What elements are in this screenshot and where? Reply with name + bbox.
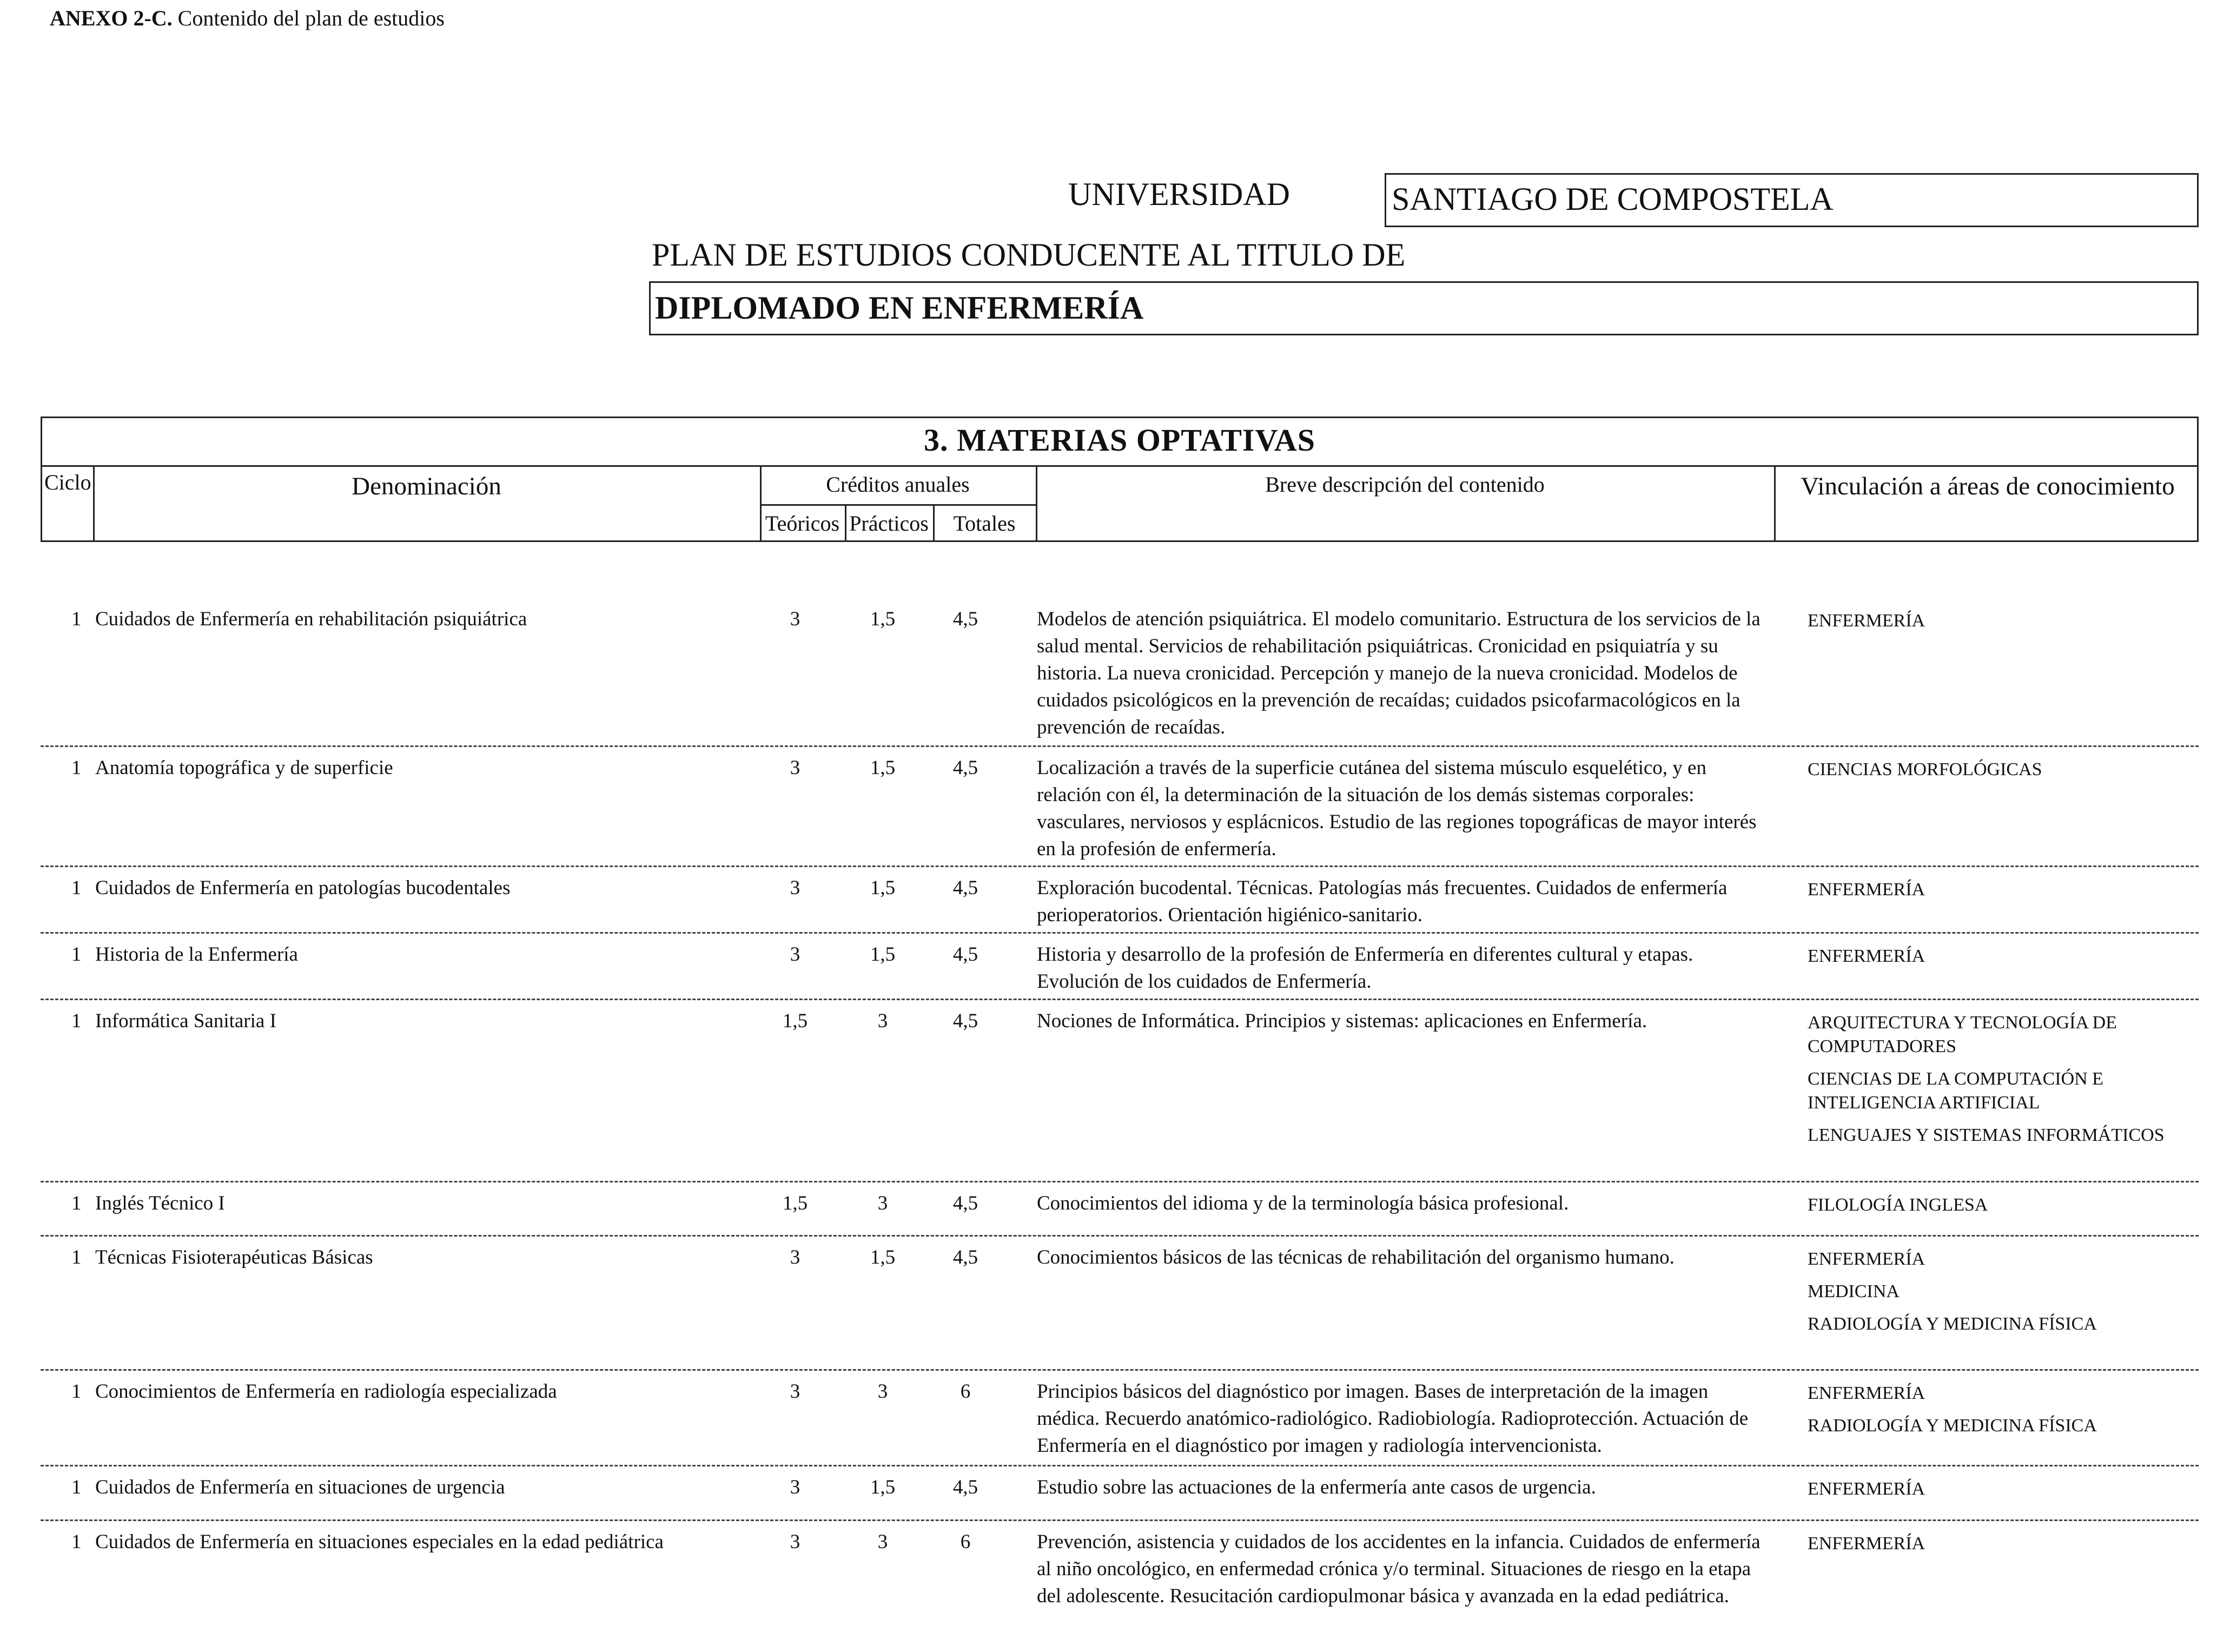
row-denominacion: Historia de la Enfermería [95,943,298,966]
row-areas [1808,1011,2186,1156]
row-totales: 4,5 [952,1246,978,1268]
area-item: FILOLOGÍA INGLESA [1808,1195,1988,1215]
row-denominacion: Cuidados de Enfermería en situaciones especiales en la edad pediátrica [95,1531,664,1553]
section-title: 3. MATERIAS OPTATIVAS [923,422,1316,458]
row-descripcion: Estudio sobre las actuaciones de la enfermería ante casos de urgencia. [1037,1476,1596,1498]
row-areas [1808,1193,2186,1226]
row-descripcion: Prevención, asistencia y cuidados de los accidentes en la infancia. Cuidados de enfermería al niño oncológico, en enfermedad crónica y/o terminal. Situaciones de riesgo en la etapa del adolescente. Resucitación cardiopulmonar básica y avanzada en la edad pediátrica. [1037,1531,1761,1607]
annex-number: ANEXO 2-C. [50,6,173,30]
row-ciclo: 1 [71,943,82,966]
row-descripcion: Nociones de Informática. Principios y sistemas: aplicaciones en Enfermería. [1037,1010,1647,1032]
row-separator [41,865,2199,867]
annex-subtitle: Contenido del plan de estudios [177,6,445,30]
row-teoricos: 3 [790,877,800,899]
col-header-creditos: Créditos anuales [826,472,970,497]
row-ciclo: 1 [71,1476,82,1498]
row-descripcion: Localización a través de la superficie cutánea del sistema músculo esquelético, y en relación con él, la determinación de la situación de los demás sistemas corporales: vasculares, nerviosos y esplácnicos. Estudio de las regiones topográficas de mayor interés en la profesión de enfermería. [1037,757,1757,860]
row-denominacion: Anatomía topográfica y de superficie [95,757,393,779]
col-header-ciclo: Ciclo [44,470,91,494]
row-practicos: 3 [877,1380,888,1403]
row-denominacion: Cuidados de Enfermería en patologías bucodentales [95,877,511,899]
row-separator [41,1369,2199,1371]
row-denominacion: Informática Sanitaria I [95,1010,276,1032]
row-denominacion: Conocimientos de Enfermería en radiología especializada [95,1380,557,1403]
row-descripcion: Exploración bucodental. Técnicas. Patologías más frecuentes. Cuidados de enfermería perioperatorios. Orientación higiénico-sanitario. [1037,877,1728,926]
row-totales: 4,5 [952,943,978,966]
row-descripcion: Principios básicos del diagnóstico por imagen. Bases de interpretación de la imagen médica. Recuerdo anatómico-radiológico. Radiobiología. Radioprotección. Actuación de Enfermería en el diagnóstico por imagen y radiología intervencionista. [1037,1380,1749,1457]
row-denominacion: Cuidados de Enfermería en rehabilitación psiquiátrica [95,608,527,630]
header-divider [41,465,2199,467]
row-totales: 6 [960,1380,971,1403]
row-teoricos: 3 [790,943,800,966]
row-practicos: 1,5 [870,1476,896,1498]
area-item: ENFERMERÍA [1808,1383,1925,1403]
row-areas [1808,1247,2186,1345]
row-separator [41,745,2199,747]
col-header-teoricos: Teóricos [765,511,840,536]
row-ciclo: 1 [71,1246,82,1268]
area-item: ENFERMERÍA [1808,611,1925,631]
row-teoricos: 1,5 [782,1192,808,1214]
area-item: ARQUITECTURA Y TECNOLOGÍA DE COMPUTADORES [1808,1013,2117,1056]
annex-heading [50,5,445,31]
column-rule [1774,465,1776,542]
row-teoricos: 3 [790,1246,800,1268]
row-denominacion: Cuidados de Enfermería en situaciones de urgencia [95,1476,505,1498]
row-ciclo: 1 [71,1010,82,1032]
row-descripcion: Conocimientos del idioma y de la terminología básica profesional. [1037,1192,1569,1214]
row-areas [1808,1382,2186,1446]
row-separator [41,932,2199,934]
degree-title-box: DIPLOMADO EN ENFERMERÍA [649,281,2199,335]
row-separator [41,1519,2199,1521]
area-item: MEDICINA [1808,1281,1900,1301]
row-totales: 4,5 [952,1476,978,1498]
row-areas [1808,878,2186,910]
row-separator [41,1181,2199,1182]
university-label: UNIVERSIDAD [1068,176,1290,212]
row-descripcion: Conocimientos básicos de las técnicas de rehabilitación del organismo humano. [1037,1246,1675,1268]
area-item: ENFERMERÍA [1808,946,1925,966]
col-header-denominacion: Denominación [352,472,501,500]
row-denominacion: Inglés Técnico I [95,1192,225,1214]
row-totales: 6 [960,1531,971,1553]
area-item: ENFERMERÍA [1808,1479,1925,1499]
area-item: RADIOLOGÍA Y MEDICINA FÍSICA [1808,1416,2097,1436]
row-practicos: 3 [877,1010,888,1032]
area-item: ENFERMERÍA [1808,880,1925,900]
row-separator [41,1235,2199,1237]
row-practicos: 3 [877,1192,888,1214]
area-item: CIENCIAS MORFOLÓGICAS [1808,759,2042,779]
col-header-practicos: Prácticos [849,511,929,536]
row-separator [41,999,2199,1000]
row-teoricos: 3 [790,757,800,779]
row-teoricos: 3 [790,1380,800,1403]
row-practicos: 1,5 [870,943,896,966]
row-areas [1808,944,2186,977]
area-item: ENFERMERÍA [1808,1249,1925,1269]
col-header-vinculacion: Vinculación a áreas de conocimiento [1801,472,2175,500]
row-denominacion: Técnicas Fisioterapéuticas Básicas [95,1246,373,1268]
row-practicos: 1,5 [870,1246,896,1268]
row-separator [41,1465,2199,1466]
row-descripcion: Modelos de atención psiquiátrica. El modelo comunitario. Estructura de los servicios de la salud mental. Servicios de rehabilitación psiquiátricas. Cronicidad en psiquiatría y su historia. La nueva cronicidad. Percepción y manejo de la nueva cronicidad. Modelos de cuidados psicológicos en la prevención de recaídas; cuidados psicofarmacológicos en la prevención de recaídas. [1037,608,1761,738]
row-ciclo: 1 [71,1531,82,1553]
area-item: RADIOLOGÍA Y MEDICINA FÍSICA [1808,1314,2097,1334]
row-ciclo: 1 [71,1380,82,1403]
row-teoricos: 3 [790,1476,800,1498]
row-teoricos: 1,5 [782,1010,808,1032]
row-areas [1808,609,2186,642]
row-areas [1808,1532,2186,1564]
area-item: LENGUAJES Y SISTEMAS INFORMÁTICOS [1808,1125,2165,1145]
university-name-box: SANTIAGO DE COMPOSTELA [1385,173,2199,227]
credits-divider [760,504,1036,506]
col-header-totales: Totales [953,511,1016,536]
row-totales: 4,5 [952,877,978,899]
area-item: ENFERMERÍA [1808,1534,1925,1554]
row-totales: 4,5 [952,1192,978,1214]
row-areas [1808,1477,2186,1510]
col-header-descripcion: Breve descripción del contenido [1265,472,1545,497]
row-practicos: 3 [877,1531,888,1553]
row-descripcion: Historia y desarrollo de la profesión de Enfermería en diferentes cultural y etapas. Evolución de los cuidados de Enfermería. [1037,943,1693,993]
area-item: CIENCIAS DE LA COMPUTACIÓN E INTELIGENCIA ARTIFICIAL [1808,1069,2103,1113]
row-ciclo: 1 [71,608,82,630]
row-totales: 4,5 [952,608,978,630]
row-practicos: 1,5 [870,757,896,779]
row-practicos: 1,5 [870,608,896,630]
row-areas [1808,758,2186,790]
row-totales: 4,5 [952,1010,978,1032]
row-ciclo: 1 [71,877,82,899]
row-teoricos: 3 [790,1531,800,1553]
row-ciclo: 1 [71,757,82,779]
row-teoricos: 3 [790,608,800,630]
row-practicos: 1,5 [870,877,896,899]
row-totales: 4,5 [952,757,978,779]
plan-label: PLAN DE ESTUDIOS CONDUCENTE AL TITULO DE [652,237,1406,273]
row-ciclo: 1 [71,1192,82,1214]
